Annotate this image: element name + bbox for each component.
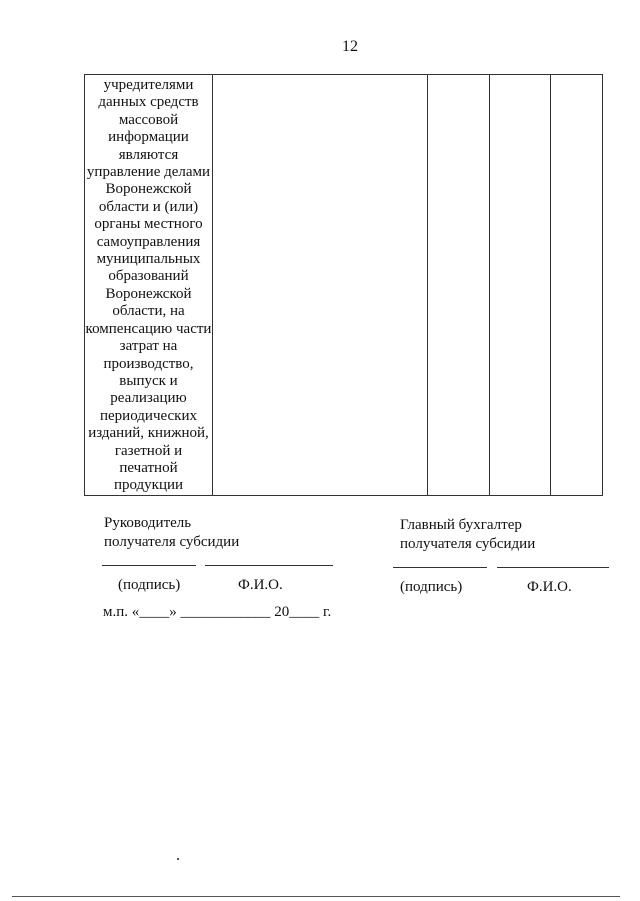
accountant-name-label: Ф.И.О. xyxy=(527,579,572,595)
scan-speck xyxy=(177,858,179,860)
cell-text-line: производство, xyxy=(103,355,194,372)
table-row xyxy=(85,75,603,496)
page-number: 12 xyxy=(342,38,358,55)
cell-text-line: являются xyxy=(118,146,179,163)
cell-text-line: Воронежской xyxy=(105,285,192,302)
cell-text-line: Воронежской xyxy=(105,181,192,198)
accountant-title-line1: Главный бухгалтер xyxy=(400,517,522,533)
head-title-line2: получателя субсидии xyxy=(104,534,240,550)
cell-text-line: управление делами xyxy=(86,164,211,181)
cell-text-line: реализацию xyxy=(110,390,187,407)
cell-text-line: компенсацию части xyxy=(85,320,212,337)
page-bottom-rule xyxy=(12,896,620,897)
head-name-label: Ф.И.О. xyxy=(238,577,283,593)
subsidy-table xyxy=(84,74,603,496)
cell-text-line: области, на xyxy=(112,303,185,320)
table-cell-recipient-description xyxy=(85,75,213,496)
head-name-line xyxy=(205,565,333,566)
table-cell-empty xyxy=(490,75,551,496)
cell-text-line: области и (или) xyxy=(98,198,199,215)
cell-text-line: изданий, книжной, xyxy=(88,425,209,442)
cell-text-line: печатной xyxy=(119,459,178,476)
table-cell-empty xyxy=(551,75,603,496)
head-sign-label: (подпись) xyxy=(118,577,181,593)
table-cell-empty xyxy=(213,75,428,496)
cell-text-line: органы местного xyxy=(94,216,203,233)
cell-text-line: массовой xyxy=(118,111,179,128)
accountant-name-line xyxy=(497,567,609,568)
cell-text-line: выпуск и xyxy=(119,372,178,389)
cell-text-line: данных средств xyxy=(98,94,199,111)
accountant-sign-label: (подпись) xyxy=(400,579,463,595)
head-signature-title xyxy=(104,514,239,552)
cell-text-line: продукции xyxy=(113,477,184,494)
cell-text-line: учредителями xyxy=(103,77,194,93)
accountant-title-line2: получателя субсидии xyxy=(400,536,536,552)
cell-text-line: муниципальных xyxy=(96,251,201,268)
stamp-date-line: м.п. «____» ____________ 20____ г. xyxy=(103,604,332,620)
accountant-signature-line xyxy=(393,567,487,568)
cell-text-line: затрат на xyxy=(119,338,178,355)
cell-text-line: газетной и xyxy=(114,442,183,459)
cell-text-line: образований xyxy=(108,268,189,285)
head-signature-line xyxy=(102,565,196,566)
accountant-signature-title xyxy=(400,516,535,554)
table-cell-empty xyxy=(428,75,490,496)
cell-text-line: самоуправления xyxy=(96,233,201,250)
cell-text-line: информации xyxy=(108,129,189,146)
head-title-line1: Руководитель xyxy=(104,515,192,531)
cell-text-line: периодических xyxy=(100,407,197,424)
